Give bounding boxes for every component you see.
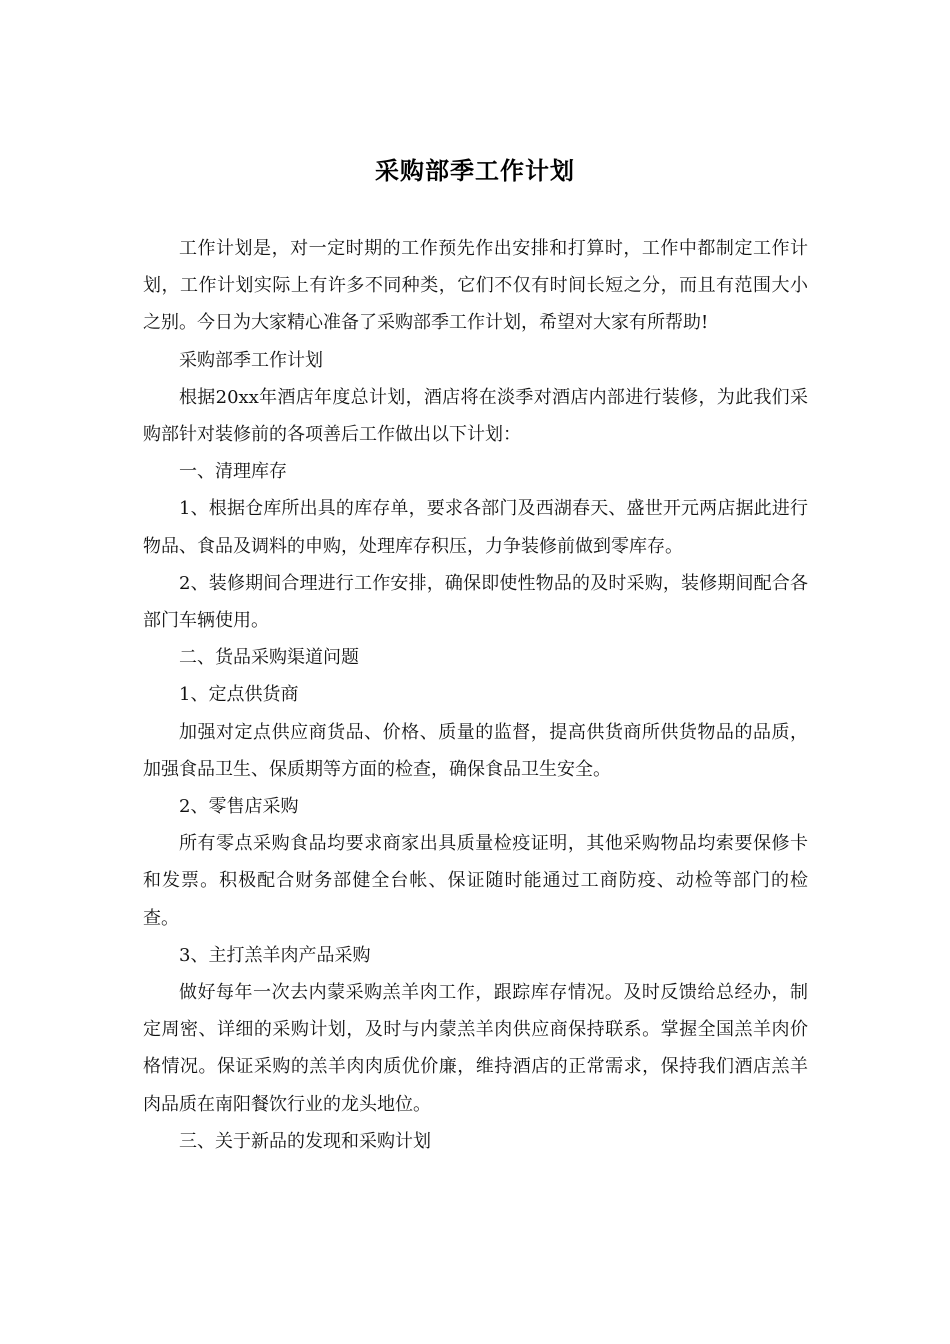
subheading-2-3: 3、主打羔羊肉产品采购 [179, 944, 371, 966]
section-heading-2: 二、货品采购渠道问题 [179, 647, 359, 669]
section-subtitle: 采购部季工作计划 [179, 349, 323, 371]
subheading-2-1: 1、定点供货商 [179, 684, 299, 706]
paragraph-2-2: 所有零点采购食品均要求商家出具质量检疫证明，其他采购物品均索要保修卡和发票。积极配合财务部健全台帐、保证随时能通过工商防疫、动检等部门的检查。 [143, 833, 808, 929]
subheading-2-2: 2、零售店采购 [179, 796, 299, 818]
section-heading-1: 一、清理库存 [179, 461, 287, 483]
list-item-1-1: 1、根据仓库所出具的库存单，要求各部门及西湖春天、盛世开元两店据此进行物品、食品及调料的申购，处理库存积压，力争装修前做到零库存。 [143, 498, 808, 557]
plan-overview-paragraph: 根据20xx年酒店年度总计划，酒店将在淡季对酒店内部进行装修，为此我们采购部针对装修前的各项善后工作做出以下计划： [143, 386, 808, 446]
paragraph-2-1: 加强对定点供应商货品、价格、质量的监督，提高供货商所供货物品的品质，加强食品卫生、保质期等方面的检查，确保食品卫生安全。 [143, 721, 808, 780]
document-body [143, 230, 808, 1160]
list-item-1-2: 2、装修期间合理进行工作安排，确保即使性物品的及时采购，装修期间配合各部门车辆使用。 [143, 572, 808, 632]
paragraph-2-3: 做好每年一次去内蒙采购羔羊肉工作，跟踪库存情况。及时反馈给总经办，制定周密、详细的采购计划，及时与内蒙羔羊肉供应商保持联系。掌握全国羔羊肉价格情况。保证采购的羔羊肉肉质优价廉，维持酒店的正常需求，保持我们酒店羔羊肉品质在南阳餐饮行业的龙头地位。 [143, 982, 808, 1115]
section-heading-3: 三、关于新品的发现和采购计划 [179, 1130, 431, 1152]
document-title: 采购部季工作计划 [375, 156, 575, 185]
intro-paragraph: 工作计划是，对一定时期的工作预先作出安排和打算时，工作中都制定工作计划，工作计划实际上有许多不同种类，它们不仅有时间长短之分，而且有范围大小之别。今日为大家精心准备了采购部季工作计划，希望对大家有所帮助! [143, 238, 808, 334]
